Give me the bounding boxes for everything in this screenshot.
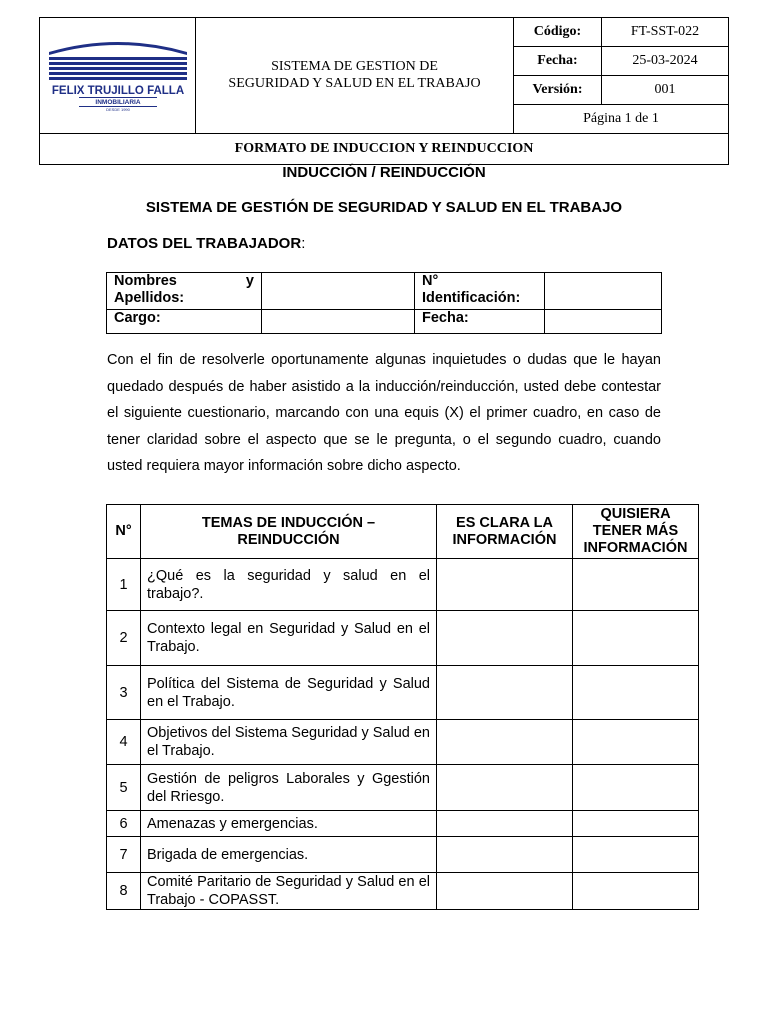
id-field[interactable]	[545, 273, 662, 310]
main-title: INDUCCIÓN / REINDUCCIÓN	[282, 164, 486, 181]
more-info-checkbox-cell[interactable]	[573, 837, 699, 873]
version-label: Versión:	[514, 75, 602, 104]
position-label: Cargo:	[107, 310, 262, 334]
row-topic: Brigada de emergencias.	[141, 837, 437, 873]
worker-heading-text: DATOS DEL TRABAJADOR	[107, 235, 302, 252]
clear-checkbox-cell[interactable]	[437, 811, 573, 837]
clear-checkbox-cell[interactable]	[437, 611, 573, 666]
row-topic: Política del Sistema de Seguridad y Salud en el Trabajo.	[141, 666, 437, 720]
date-field[interactable]	[545, 310, 662, 334]
names-label	[107, 273, 262, 310]
row-number: 6	[107, 811, 141, 837]
date-label: Fecha:	[514, 46, 602, 75]
date-field-label: Fecha:	[415, 310, 545, 334]
id-label-part1: N°	[422, 273, 439, 289]
more-info-checkbox-cell[interactable]	[573, 811, 699, 837]
code-value: FT-SST-022	[602, 18, 729, 47]
row-number: 2	[107, 611, 141, 666]
table-row	[107, 873, 699, 910]
clear-checkbox-cell[interactable]	[437, 666, 573, 720]
worker-data-table	[106, 272, 662, 334]
id-label	[415, 273, 545, 310]
clear-checkbox-cell[interactable]	[437, 873, 573, 910]
clear-checkbox-cell[interactable]	[437, 837, 573, 873]
clear-checkbox-cell[interactable]	[437, 559, 573, 611]
clear-checkbox-cell[interactable]	[437, 720, 573, 765]
date-value: 25-03-2024	[602, 46, 729, 75]
col-header-more: QUISIERA TENER MÁS INFORMACIÓN	[573, 505, 699, 559]
col-header-clear: ES CLARA LA INFORMACIÓN	[437, 505, 573, 559]
col-header-number: N°	[107, 505, 141, 559]
code-label: Código:	[514, 18, 602, 47]
table-row	[107, 811, 699, 837]
document-header	[39, 17, 729, 165]
logo-since-text: DESDE 1990	[105, 107, 130, 113]
format-title: FORMATO DE INDUCCION Y REINDUCCION	[40, 133, 729, 164]
more-info-checkbox-cell[interactable]	[573, 666, 699, 720]
col-header-topics: TEMAS DE INDUCCIÓN – REINDUCCIÓN	[141, 505, 437, 559]
names-label-part3: Apellidos:	[114, 290, 185, 306]
company-logo	[43, 38, 193, 112]
system-title-cell	[196, 18, 514, 134]
clear-checkbox-cell[interactable]	[437, 765, 573, 811]
system-title-line2: SEGURIDAD Y SALUD EN EL TRABAJO	[228, 76, 481, 92]
row-topic: Objetivos del Sistema Seguridad y Salud en el Trabajo.	[141, 720, 437, 765]
row-number: 5	[107, 765, 141, 811]
more-info-checkbox-cell[interactable]	[573, 765, 699, 811]
row-topic: ¿Qué es la seguridad y salud en el trabajo?.	[141, 559, 437, 611]
table-row	[107, 666, 699, 720]
system-title-line1: SISTEMA DE GESTION DE	[271, 59, 438, 75]
instructions-paragraph: Con el fin de resolverle oportunamente algunas inquietudes o dudas que le hayan quedado después de haber asistido a la inducción/reinducción, usted debe contestar el siguiente cuestionario, marcando con una equis (X) el primer cuadro, en caso de tener claridad sobre el aspecto que se le pregunta, o el segundo cuadro, cuando usted requiera mayor información sobre dicho aspecto.	[107, 352, 661, 475]
table-row	[107, 765, 699, 811]
names-label-part2: y	[245, 273, 254, 289]
more-info-checkbox-cell[interactable]	[573, 611, 699, 666]
version-value: 001	[602, 75, 729, 104]
row-topic: Contexto legal en Seguridad y Salud en el Trabajo.	[141, 611, 437, 666]
row-number: 8	[107, 873, 141, 910]
row-topic: Comité Paritario de Seguridad y Salud en el Trabajo - COPASST.	[141, 873, 437, 910]
row-number: 3	[107, 666, 141, 720]
more-info-checkbox-cell[interactable]	[573, 873, 699, 910]
system-subtitle: SISTEMA DE GESTIÓN DE SEGURIDAD Y SALUD EN EL TRABAJO	[145, 199, 623, 216]
more-info-checkbox-cell[interactable]	[573, 559, 699, 611]
logo-sub-text: INMOBILIARIA	[94, 99, 141, 107]
id-label-part2: Identificación:	[422, 290, 521, 306]
row-topic: Gestión de peligros Laborales y Ggestión del Rriesgo.	[141, 765, 437, 811]
row-number: 7	[107, 837, 141, 873]
row-topic: Amenazas y emergencias.	[141, 811, 437, 837]
table-row	[107, 611, 699, 666]
questionnaire-table	[106, 504, 699, 910]
more-info-checkbox-cell[interactable]	[573, 720, 699, 765]
position-field[interactable]	[262, 310, 415, 334]
table-row	[107, 720, 699, 765]
row-number: 1	[107, 559, 141, 611]
table-row	[107, 837, 699, 873]
row-number: 4	[107, 720, 141, 765]
names-label-part1: Nombres	[114, 273, 177, 289]
logo-cell	[40, 18, 196, 134]
page-number: Página 1 de 1	[514, 104, 729, 133]
names-field[interactable]	[262, 273, 415, 310]
table-row	[107, 559, 699, 611]
worker-heading-colon: :	[301, 235, 306, 252]
logo-company-text: FELIX TRUJILLO FALLA	[51, 85, 184, 98]
worker-section-heading	[107, 235, 305, 252]
